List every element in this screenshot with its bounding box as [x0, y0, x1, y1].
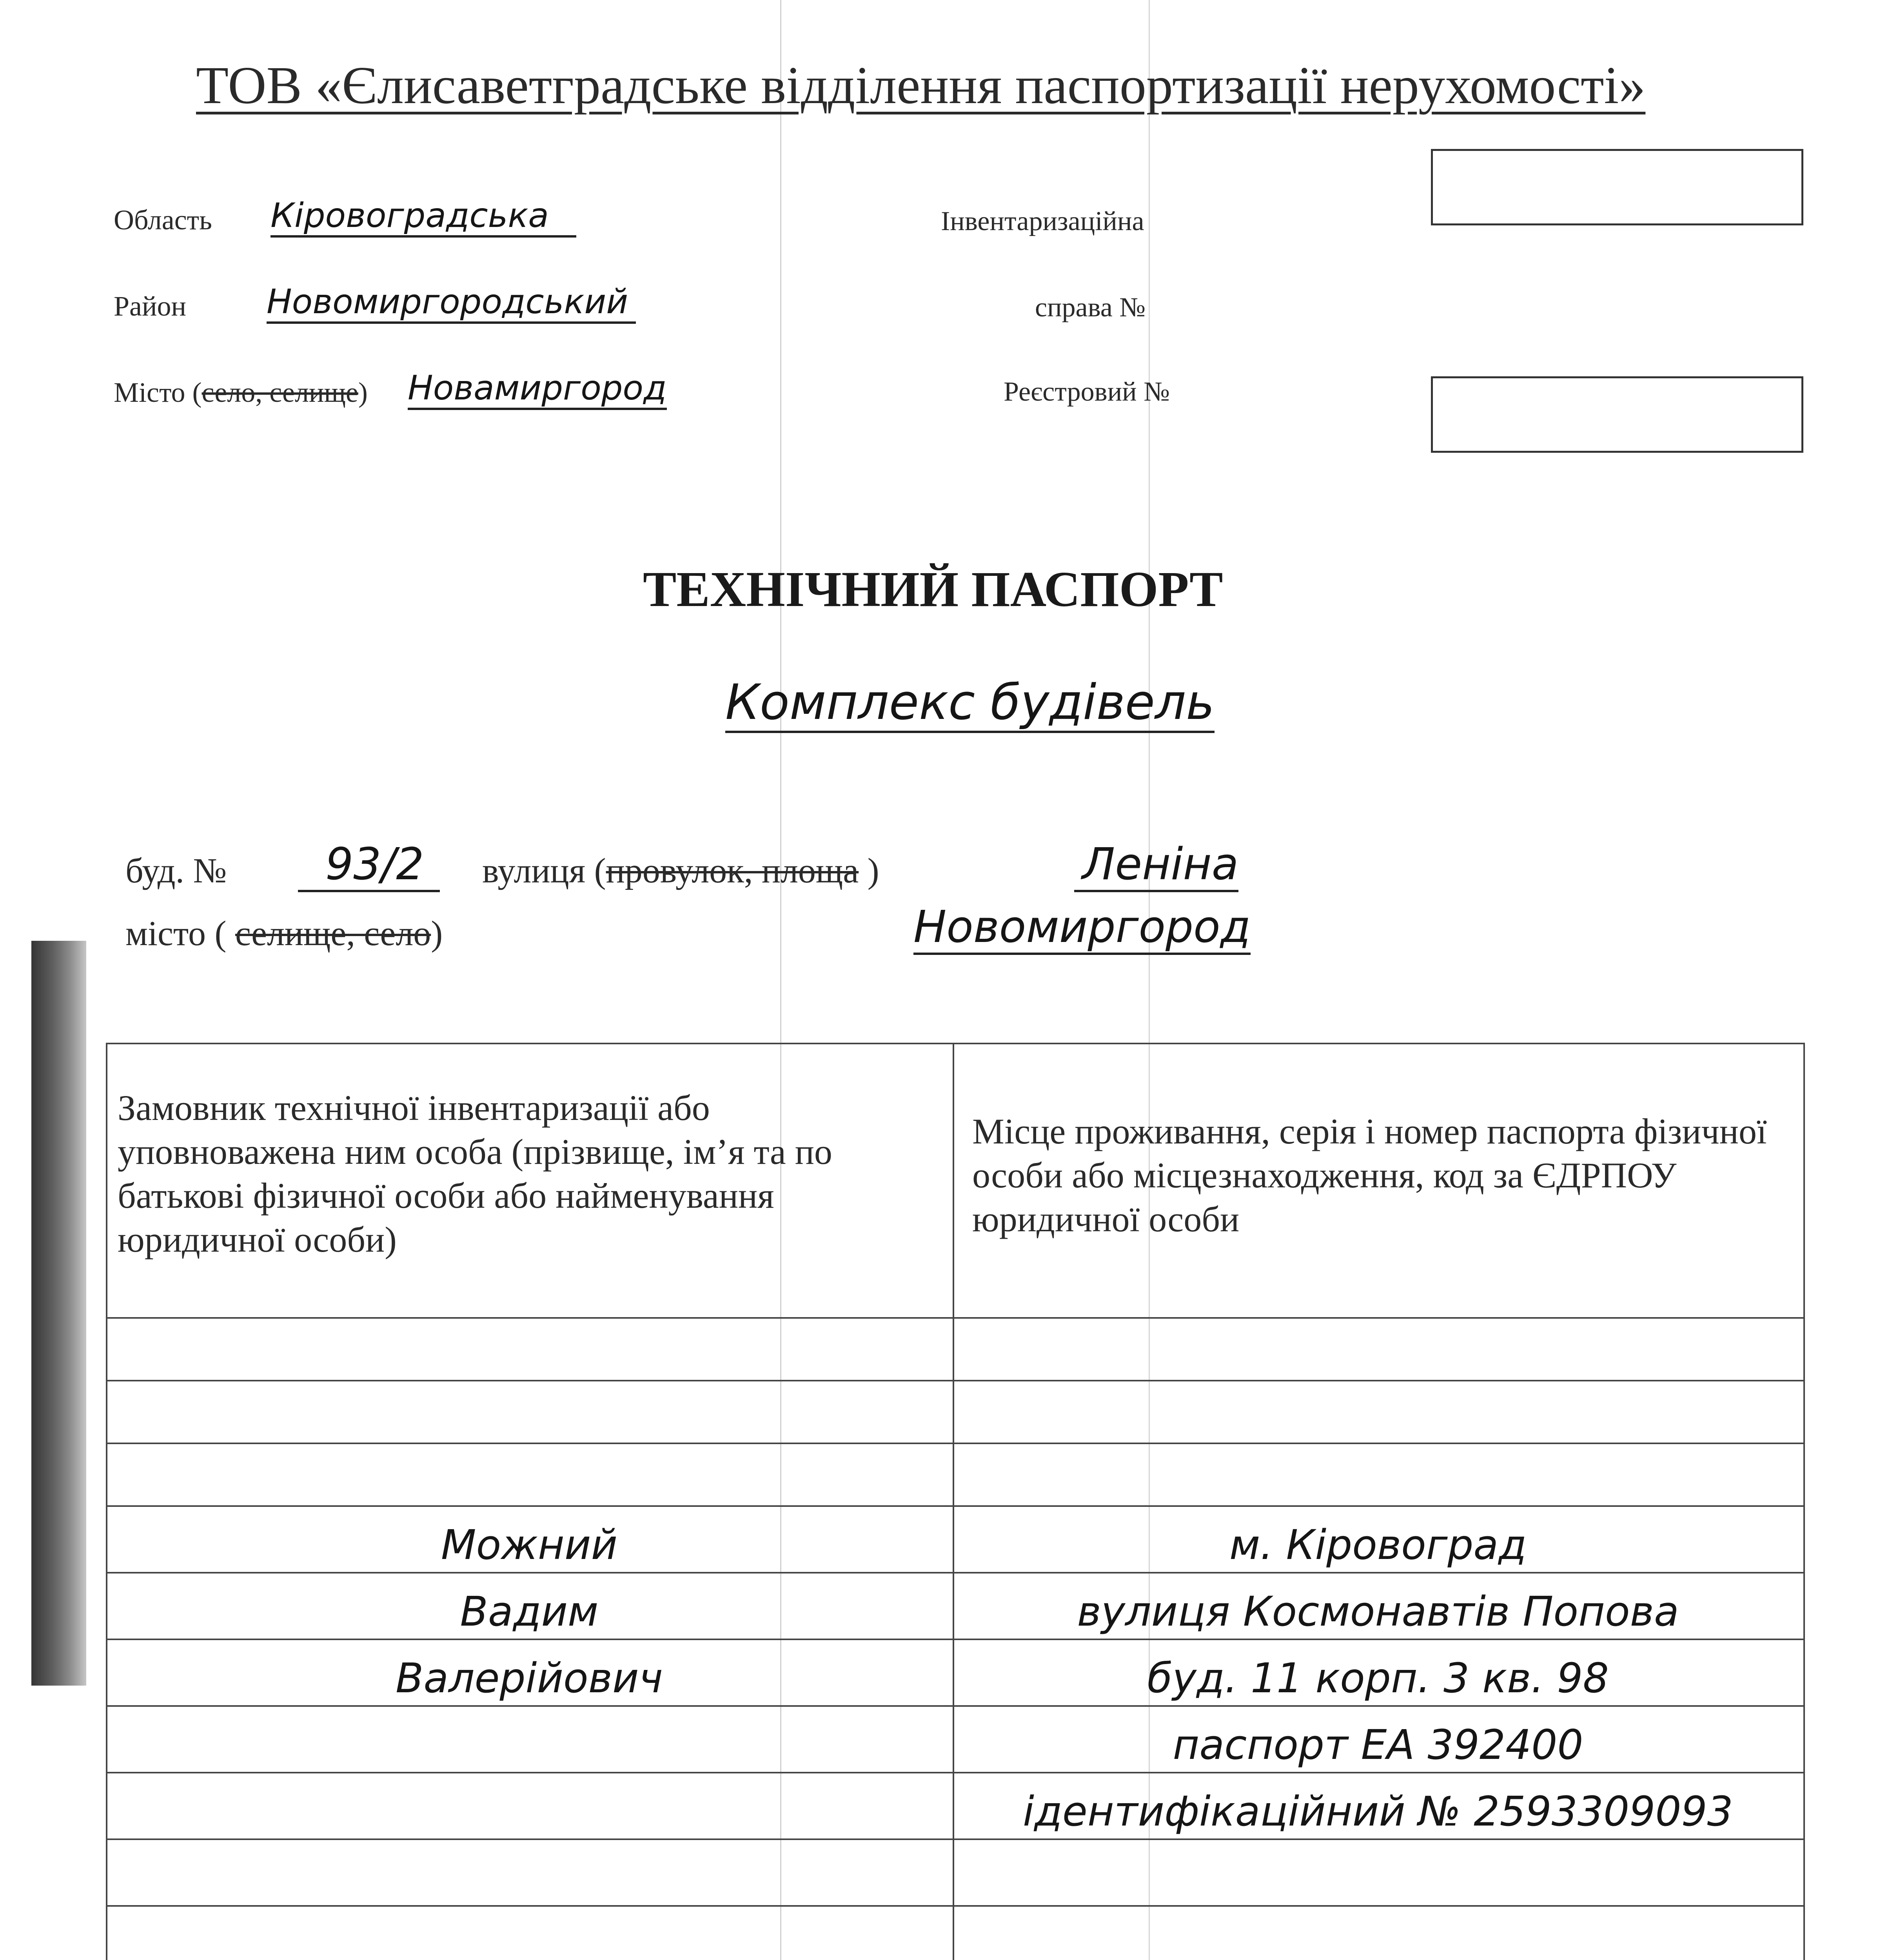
table-header-residence: Місце проживання, серія і номер паспорта фізичної особи або місцезнаходження, код за ЄДРПОУ юридичної особи: [972, 1111, 1767, 1239]
misto-value: Новамиргород: [408, 368, 667, 410]
table-header-customer: Замовник технічної інвентаризації або уповноважена ним особа (прізвище, ім’я та по батькові фізичної особи або найменування юридичної особи): [118, 1088, 832, 1259]
inventory-number-box: [1431, 149, 1803, 225]
case-number-label: справа №: [1035, 292, 1146, 323]
tax-id: ідентифікаційний № 2593309093: [1023, 1788, 1733, 1835]
document-title: ТЕХНІЧНИЙ ПАСПОРТ: [643, 561, 1223, 617]
building-number-label: буд. №: [125, 851, 227, 890]
residence-street: вулиця Космонавтів Попова: [1077, 1588, 1679, 1635]
org-title: ТОВ «Єлисаветградське відділення паспортизації нерухомості»: [196, 56, 1646, 115]
object-name: Комплекс будівель: [725, 674, 1215, 733]
inventory-label: Інвентаризаційна: [941, 206, 1144, 236]
customer-surname: Можний: [441, 1521, 618, 1569]
residence-city: м. Кіровоград: [1229, 1521, 1527, 1569]
residence-building: буд. 11 корп. 3 кв. 98: [1147, 1654, 1609, 1702]
misto-label: Місто (село, селище): [114, 377, 368, 408]
city-value: Новомиргород: [913, 902, 1251, 955]
registry-number-box: [1431, 376, 1803, 453]
street-value: Леніна: [1074, 839, 1238, 892]
passport-number: паспорт ЕА 392400: [1173, 1721, 1583, 1769]
oblast-value: Кіровоградська: [271, 196, 576, 238]
raion-value: Новомиргородський: [267, 282, 636, 324]
registry-number-label: Реєстровий №: [1004, 377, 1170, 407]
raion-label: Район: [114, 290, 187, 322]
customer-first-name: Вадим: [460, 1588, 599, 1635]
customer-patronymic: Валерійович: [396, 1654, 663, 1702]
binding-shadow: [31, 941, 86, 1686]
oblast-label: Область: [114, 204, 212, 236]
building-number-value: 93/2: [298, 839, 440, 892]
city-label: місто ( селище, село): [125, 914, 443, 953]
street-label: вулиця (провулок, площа ): [482, 851, 879, 890]
